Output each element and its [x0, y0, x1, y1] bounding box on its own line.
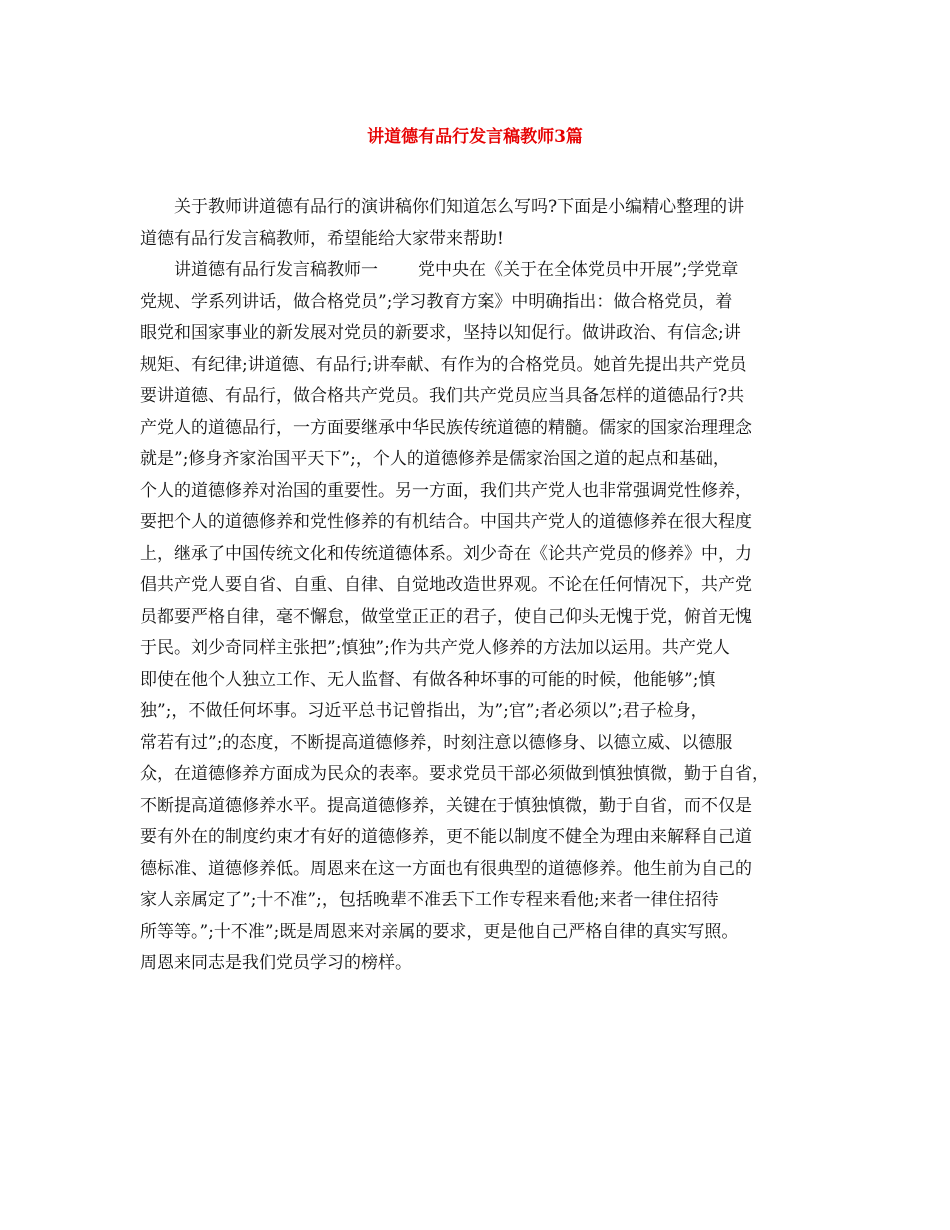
paragraph-line: 所等等。”;十不准”;既是周恩来对亲属的要求，更是他自己严格自律的真实写照。	[140, 921, 739, 942]
paragraph-line: 要把个人的道德修养和党性修养的有机结合。中国共产党人的道德修养在很大程度	[140, 512, 752, 532]
paragraph-line: 道德有品行发言稿教师，希望能给大家带来帮助!	[140, 228, 504, 249]
paragraph-line: 产党人的道德品行，一方面要继承中华民族传统道德的精髓。儒家的国家治理理念	[140, 417, 752, 438]
paragraph-line: 倡共产党人要自省、自重、自律、自觉地改造世界观。不论在任何情况下，共产党	[140, 575, 752, 595]
paragraph-line: 常若有过”;的态度，不断提高道德修养，时刻注意以德修身、以德立威、以德服	[140, 732, 733, 753]
paragraph-line: 独”;，不做任何坏事。习近平总书记曾指出，为”;官”;者必须以”;君子检身，	[140, 701, 708, 721]
paragraph-line: 眼党和国家事业的新发展对党员的新要求，坚持以知促行。做讲政治、有信念;讲	[140, 323, 741, 343]
paragraph-line: 个人的道德修养对治国的重要性。另一方面，我们共产党人也非常强调党性修养，	[140, 480, 752, 501]
document-body	[140, 192, 830, 980]
paragraph-line: 要讲道德、有品行，做合格共产党员。我们共产党员应当具备怎样的道德品行?共	[140, 386, 745, 406]
paragraph-line: 员都要严格自律，毫不懈怠，做堂堂正正的君子，使自己仰头无愧于党，俯首无愧	[140, 606, 752, 627]
paragraph-line: 众，在道德修养方面成为民众的表率。要求党员干部必须做到慎独慎微，勤于自省，	[140, 764, 769, 784]
paragraph-line: 关于教师讲道德有品行的演讲稿你们知道怎么写吗?下面是小编精心整理的讲	[174, 197, 745, 217]
paragraph-line: 上，继承了中国传统文化和传统道德体系。刘少奇在《论共产党员的修养》中，力	[140, 543, 752, 564]
paragraph-text: 党中央在《关于在全体党员中开展”;学党章	[418, 260, 739, 280]
paragraph-line: 即使在他个人独立工作、无人监督、有做各种坏事的可能的时候，他能够”;慎	[140, 669, 716, 690]
paragraph-line	[140, 255, 830, 287]
paragraph-line: 德标准、道德修养低。周恩来在这一方面也有很典型的道德修养。他生前为自己的	[140, 858, 752, 879]
paragraph-line: 要有外在的制度约束才有好的道德修养，更不能以制度不健全为理由来解释自己道	[140, 827, 752, 847]
paragraph-line: 于民。刘少奇同样主张把”;慎独”;作为共产党人修养的方法加以运用。共产党人	[140, 638, 730, 658]
paragraph-line: 就是”;修身齐家治国平天下”;，个人的道德修养是儒家治国之道的起点和基础，	[140, 449, 730, 469]
section-heading: 讲道德有品行发言稿教师一	[174, 260, 378, 280]
paragraph-line: 规矩、有纪律;讲道德、有品行;讲奉献、有作为的合格党员。她首先提出共产党员	[140, 354, 747, 375]
paragraph-line: 家人亲属定了”;十不准”;，包括晚辈不准丢下工作专程来看他;来者一律住招待	[140, 890, 719, 910]
document-title: 讲道德有品行发言稿教师3篇	[367, 127, 583, 147]
paragraph-line: 不断提高道德修养水平。提高道德修养，关键在于慎独慎微，勤于自省，而不仅是	[140, 795, 752, 816]
paragraph-line: 党规、学系列讲话，做合格党员”;学习教育方案》中明确指出：做合格党员，着	[140, 291, 733, 312]
paragraph-line: 周恩来同志是我们党员学习的榜样。	[140, 953, 412, 973]
